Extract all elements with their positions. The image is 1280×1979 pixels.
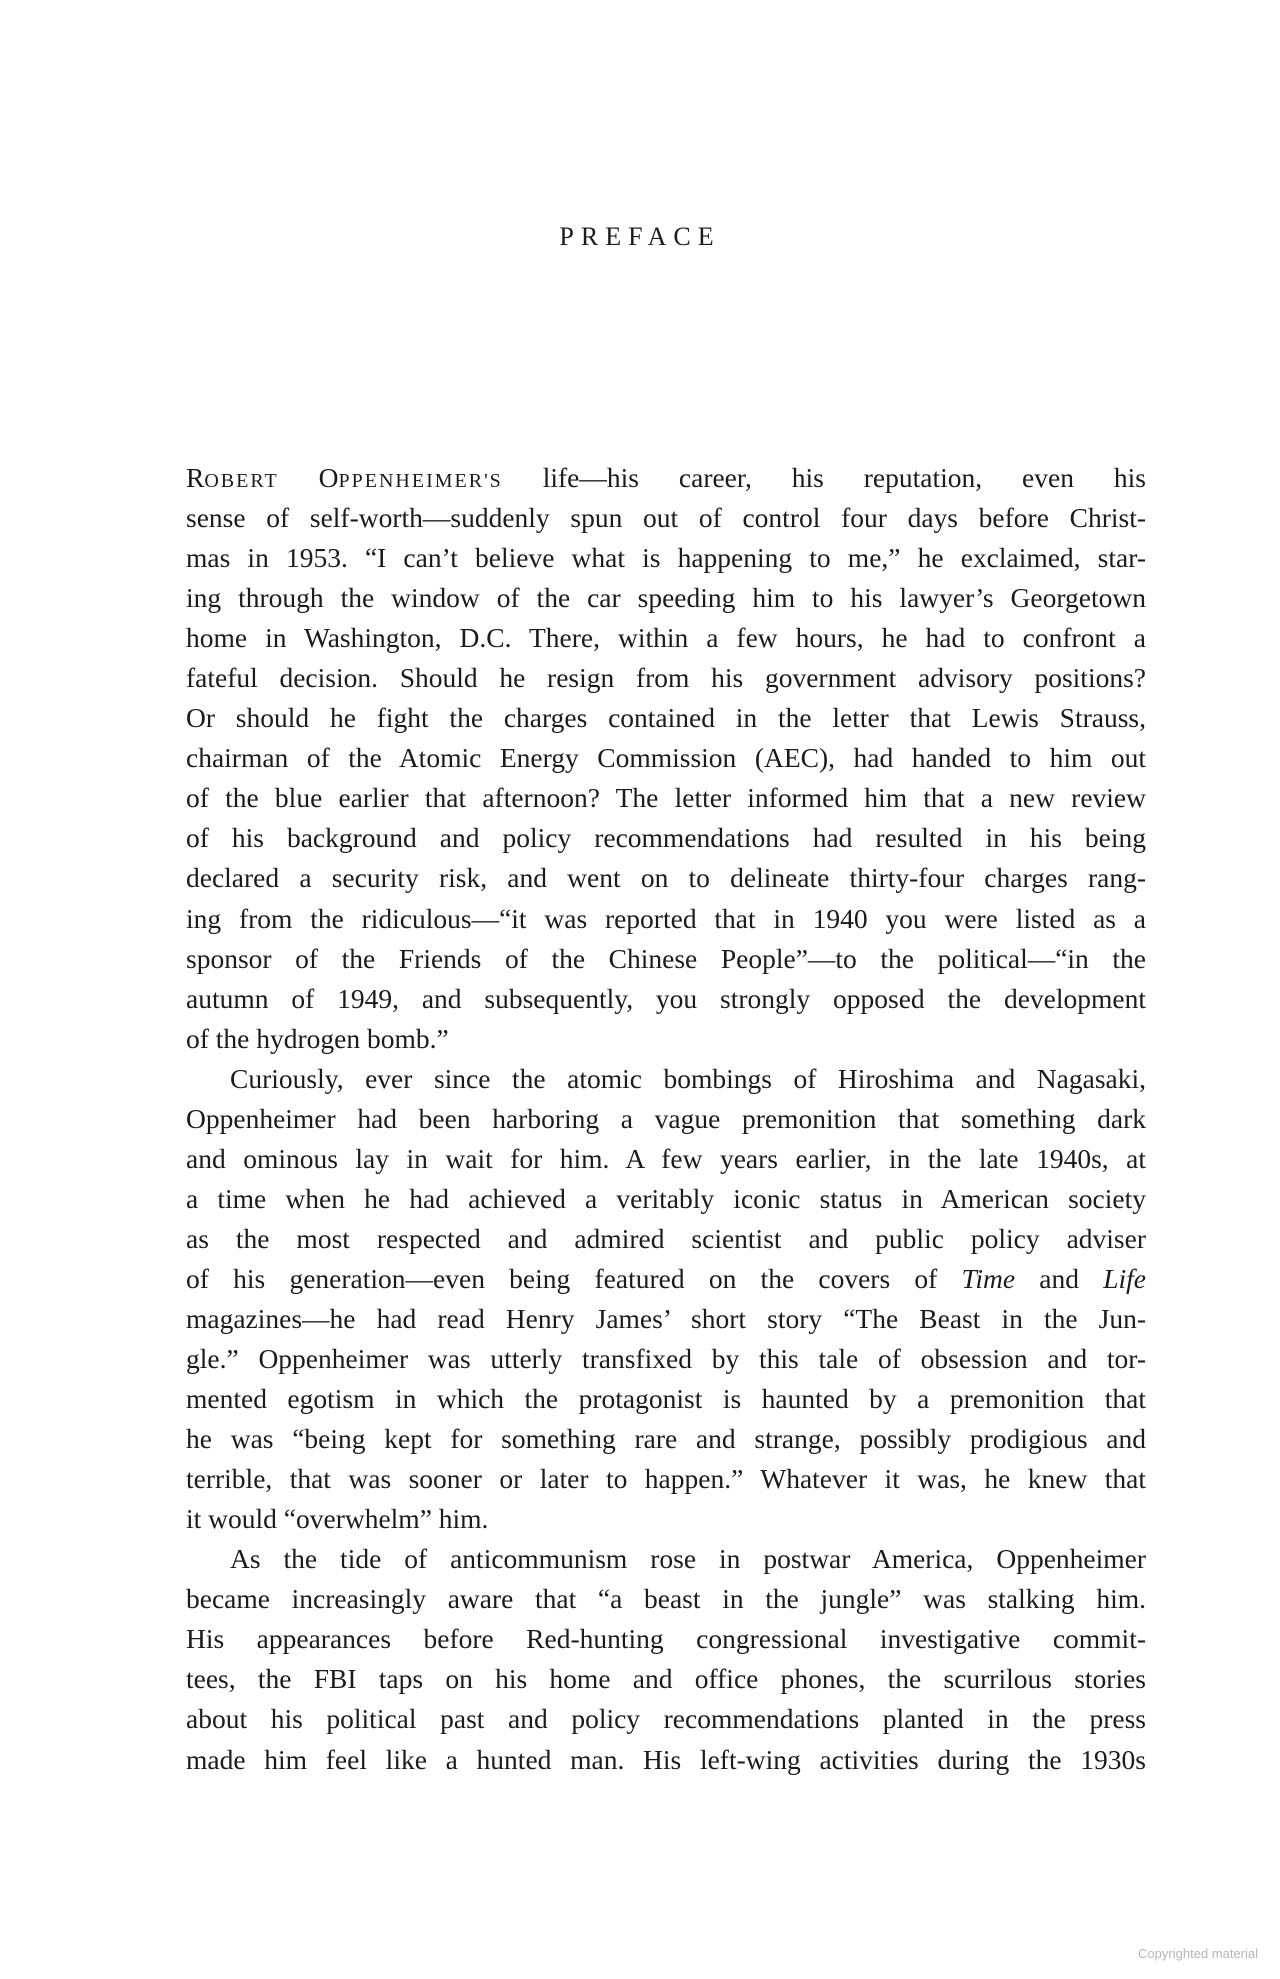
text-line: a time when he had achieved a veritably iconic status in American society	[186, 1182, 1146, 1214]
text-line: ing through the window of the car speeding him to his lawyer’s Georgetown	[186, 582, 1146, 614]
text-line: autumn of 1949, and subsequently, you strongly opposed the development	[186, 982, 1146, 1014]
line-text: and	[1015, 1262, 1104, 1294]
paragraph-3	[186, 1539, 1146, 1779]
text-line: sponsor of the Friends of the Chinese People”—to the political—“in the	[186, 942, 1146, 974]
text-line: of the hydrogen bomb.”	[186, 1022, 449, 1054]
text-line: of the blue earlier that afternoon? The letter informed him that a new review	[186, 782, 1146, 814]
text-line: mas in 1953. “I can’t believe what is happening to me,” he exclaimed, star-	[186, 542, 1146, 574]
paragraph-2	[186, 1059, 1146, 1540]
italic-title: Time	[961, 1262, 1016, 1294]
text-line: As the tide of anticommunism rose in postwar America, Oppenheimer	[230, 1543, 1146, 1575]
text-line: Curiously, ever since the atomic bombings of Hiroshima and Nagasaki,	[230, 1062, 1146, 1094]
small-caps-initial: R	[186, 462, 205, 493]
text-line: mented egotism in which the protagonist is haunted by a premonition that	[186, 1383, 1146, 1415]
text-line: of his background and policy recommendations had resulted in his being	[186, 822, 1146, 854]
text-line	[186, 1259, 1146, 1299]
italic-title: Life	[1103, 1262, 1146, 1294]
line-text: of his generation—even being featured on the covers of	[186, 1262, 962, 1294]
chapter-heading: PREFACE	[559, 222, 721, 251]
small-caps-initial: O	[318, 462, 339, 493]
body-text	[186, 458, 1146, 1780]
paragraph-1	[186, 458, 1146, 1059]
text-line: became increasingly aware that “a beast in the jungle” was stalking him.	[186, 1583, 1146, 1615]
text-line: tees, the FBI taps on his home and office phones, the scurrilous stories	[186, 1663, 1146, 1695]
text-line: home in Washington, D.C. There, within a few hours, he had to confront a	[186, 622, 1146, 654]
text-line: made him feel like a hunted man. His left-wing activities during the 1930s	[186, 1743, 1146, 1775]
text-line: sense of self-worth—suddenly spun out of control four days before Christ-	[186, 502, 1146, 534]
text-line: fateful decision. Should he resign from his government advisory positions?	[186, 662, 1146, 694]
small-caps-text: PPENHEIMER'S	[338, 470, 503, 492]
text-line	[186, 458, 1146, 498]
text-line: declared a security risk, and went on to delineate thirty-four charges rang-	[186, 862, 1146, 894]
text-line: chairman of the Atomic Energy Commission (AEC), had handed to him out	[186, 742, 1146, 774]
text-line: gle.” Oppenheimer was utterly transfixed by this tale of obsession and tor-	[186, 1343, 1146, 1375]
text-line: and ominous lay in wait for him. A few years earlier, in the late 1940s, at	[186, 1142, 1146, 1174]
text-line: as the most respected and admired scientist and public policy adviser	[186, 1222, 1146, 1254]
text-line: ing from the ridiculous—“it was reported that in 1940 you were listed as a	[186, 902, 1146, 934]
text-line: His appearances before Red-hunting congressional investigative commit-	[186, 1623, 1146, 1655]
text-line: it would “overwhelm” him.	[186, 1503, 489, 1535]
text-line: terrible, that was sooner or later to happen.” Whatever it was, he knew that	[186, 1463, 1146, 1495]
small-caps-text: OBERT	[204, 470, 279, 492]
text-line: magazines—he had read Henry James’ short story “The Beast in the Jun-	[186, 1302, 1146, 1334]
text-line: Or should he fight the charges contained in the letter that Lewis Strauss,	[186, 702, 1146, 734]
line-text: life—his career, his reputation, even his	[502, 462, 1146, 493]
text-line: he was “being kept for something rare and strange, possibly prodigious and	[186, 1423, 1146, 1455]
copyright-watermark: Copyrighted material	[1138, 1946, 1258, 1961]
text-line: about his political past and policy recommendations planted in the press	[186, 1703, 1146, 1735]
text-line: Oppenheimer had been harboring a vague premonition that something dark	[186, 1102, 1146, 1134]
